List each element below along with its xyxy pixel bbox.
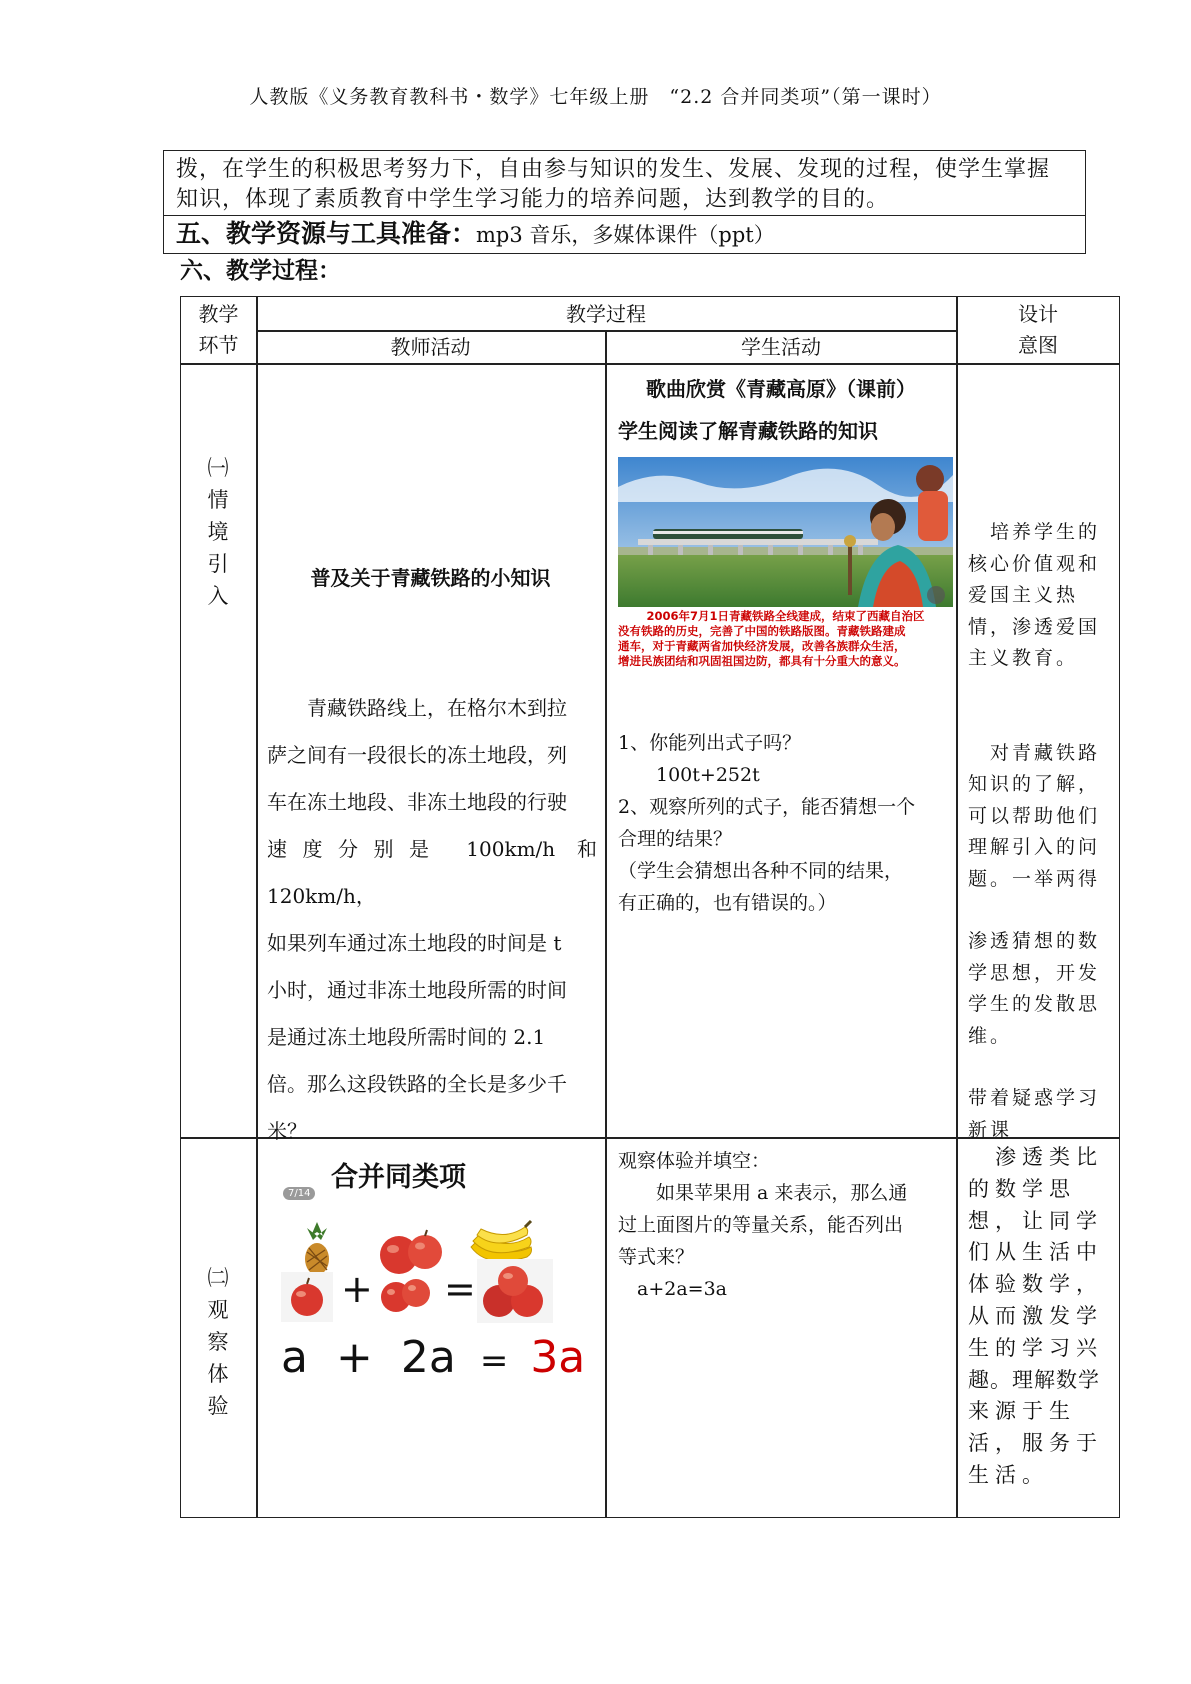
slide-title: 合并同类项 — [331, 1162, 466, 1193]
teacher-title: 普及关于青藏铁路的小知识 — [310, 566, 551, 590]
pineapple-icon — [299, 1222, 335, 1277]
section6-title: 六、教学过程： — [180, 257, 341, 284]
slide-page-badge: 7/14 — [283, 1187, 315, 1200]
student-title-2: 学生阅读了解青藏铁路的知识 — [618, 419, 878, 443]
row2-stage: ㈡ 观 察 体 验 — [207, 1266, 229, 1418]
intro-box — [163, 150, 1086, 216]
row1-stage: ㈠ 情 境 引 入 — [207, 456, 229, 608]
teacher-paragraph: 青藏铁路线上，在格尔木到拉 萨之间有一段很长的冻土地段，列 车在冻土地段、非冻土地段的行驶 速度分别是 100km/h 和 120km/h， 如果列车通过冻土地段的时间是 t 小时，通过非冻土地段所需的时间 是通过冻土地段所需时间的 2.1 倍。那么这段铁路的全长是多少千 米？ — [267, 696, 597, 1143]
apple-pair-icon — [376, 1267, 434, 1322]
student-title-1: 歌曲欣赏《青藏高原》（课前） — [646, 377, 916, 401]
equation — [281, 1332, 585, 1383]
railway-photo — [618, 457, 953, 607]
apple-triple-icon — [477, 1259, 553, 1323]
equals-sign-top: = — [444, 1267, 476, 1311]
page-header: 人教版《义务教育教科书・数学》七年级上册 “2.2 合并同类项”（第一课时） — [249, 86, 942, 108]
header-design: 设计 意图 — [1018, 302, 1058, 357]
eq-a: a — [281, 1332, 308, 1383]
row1-design: 培养学生的 核心价值观和 爱国主义热 情，渗透爱国 主义教育。 对青藏铁路 知识的了解， 可以帮助他们 理解引入的问 题。一举两得 渗透猜想的数 学思想，开发 学生的发散思 维。 带着疑惑学习 新课 — [968, 521, 1101, 1141]
eq-3a: 3a — [530, 1332, 586, 1383]
eq-equals: = — [479, 1341, 509, 1381]
eq-2a: 2a — [400, 1332, 456, 1383]
header-stage: 教学 环节 — [198, 302, 239, 357]
eq-plus: + — [335, 1332, 373, 1383]
section5-content: mp3 音乐，多媒体课件（ppt） — [476, 223, 775, 247]
photo-caption: 2006年7月1日青藏铁路全线建成，结束了西藏自治区 没有铁路的历史，完善了中国的铁路版图。青藏铁路建成 通车，对于青藏两省加快经济发展，改善各族群众生活， 增进民族团结和巩固祖国边防，都具有十分重大的意义。 — [618, 609, 925, 668]
header-student: 学生活动 — [741, 335, 821, 359]
intro-line-2: 知识，体现了素质教育中学生学习能力的培养问题，达到教学的目的。 — [176, 187, 890, 212]
section5-title: 五、教学资源与工具准备： — [176, 219, 477, 248]
header-process: 教学过程 — [566, 302, 646, 326]
apple-single-icon — [281, 1272, 333, 1322]
header-teacher: 教师活动 — [390, 335, 471, 359]
teaching-process-table — [180, 296, 1120, 1518]
intro-line-1: 拨，在学生的积极思考努力下，自由参与知识的发生、发展、发现的过程，使学生掌握 — [176, 157, 1051, 182]
student-questions: 1、你能列出式子吗？ 100t+252t 2、观察所列的式子，能否猜想一个 合理的结果？ （学生会猜想出各种不同的结果， 有正确的，也有错误的。） — [618, 732, 916, 914]
section5 — [163, 216, 1086, 254]
row2-design: 渗透类比 的数学思 想，让同学 们从生活中 体验数学， 从而激发学 生的学习兴 趣。理解数学 来源于生 活，服务于 生活。 — [968, 1145, 1103, 1487]
row2-student: 观察体验并填空： 如果苹果用 a 来表示，那么通 过上面图片的等量关系，能否列出 等式来？ a+2a=3a — [618, 1150, 908, 1300]
plus-sign-top: + — [341, 1267, 373, 1311]
